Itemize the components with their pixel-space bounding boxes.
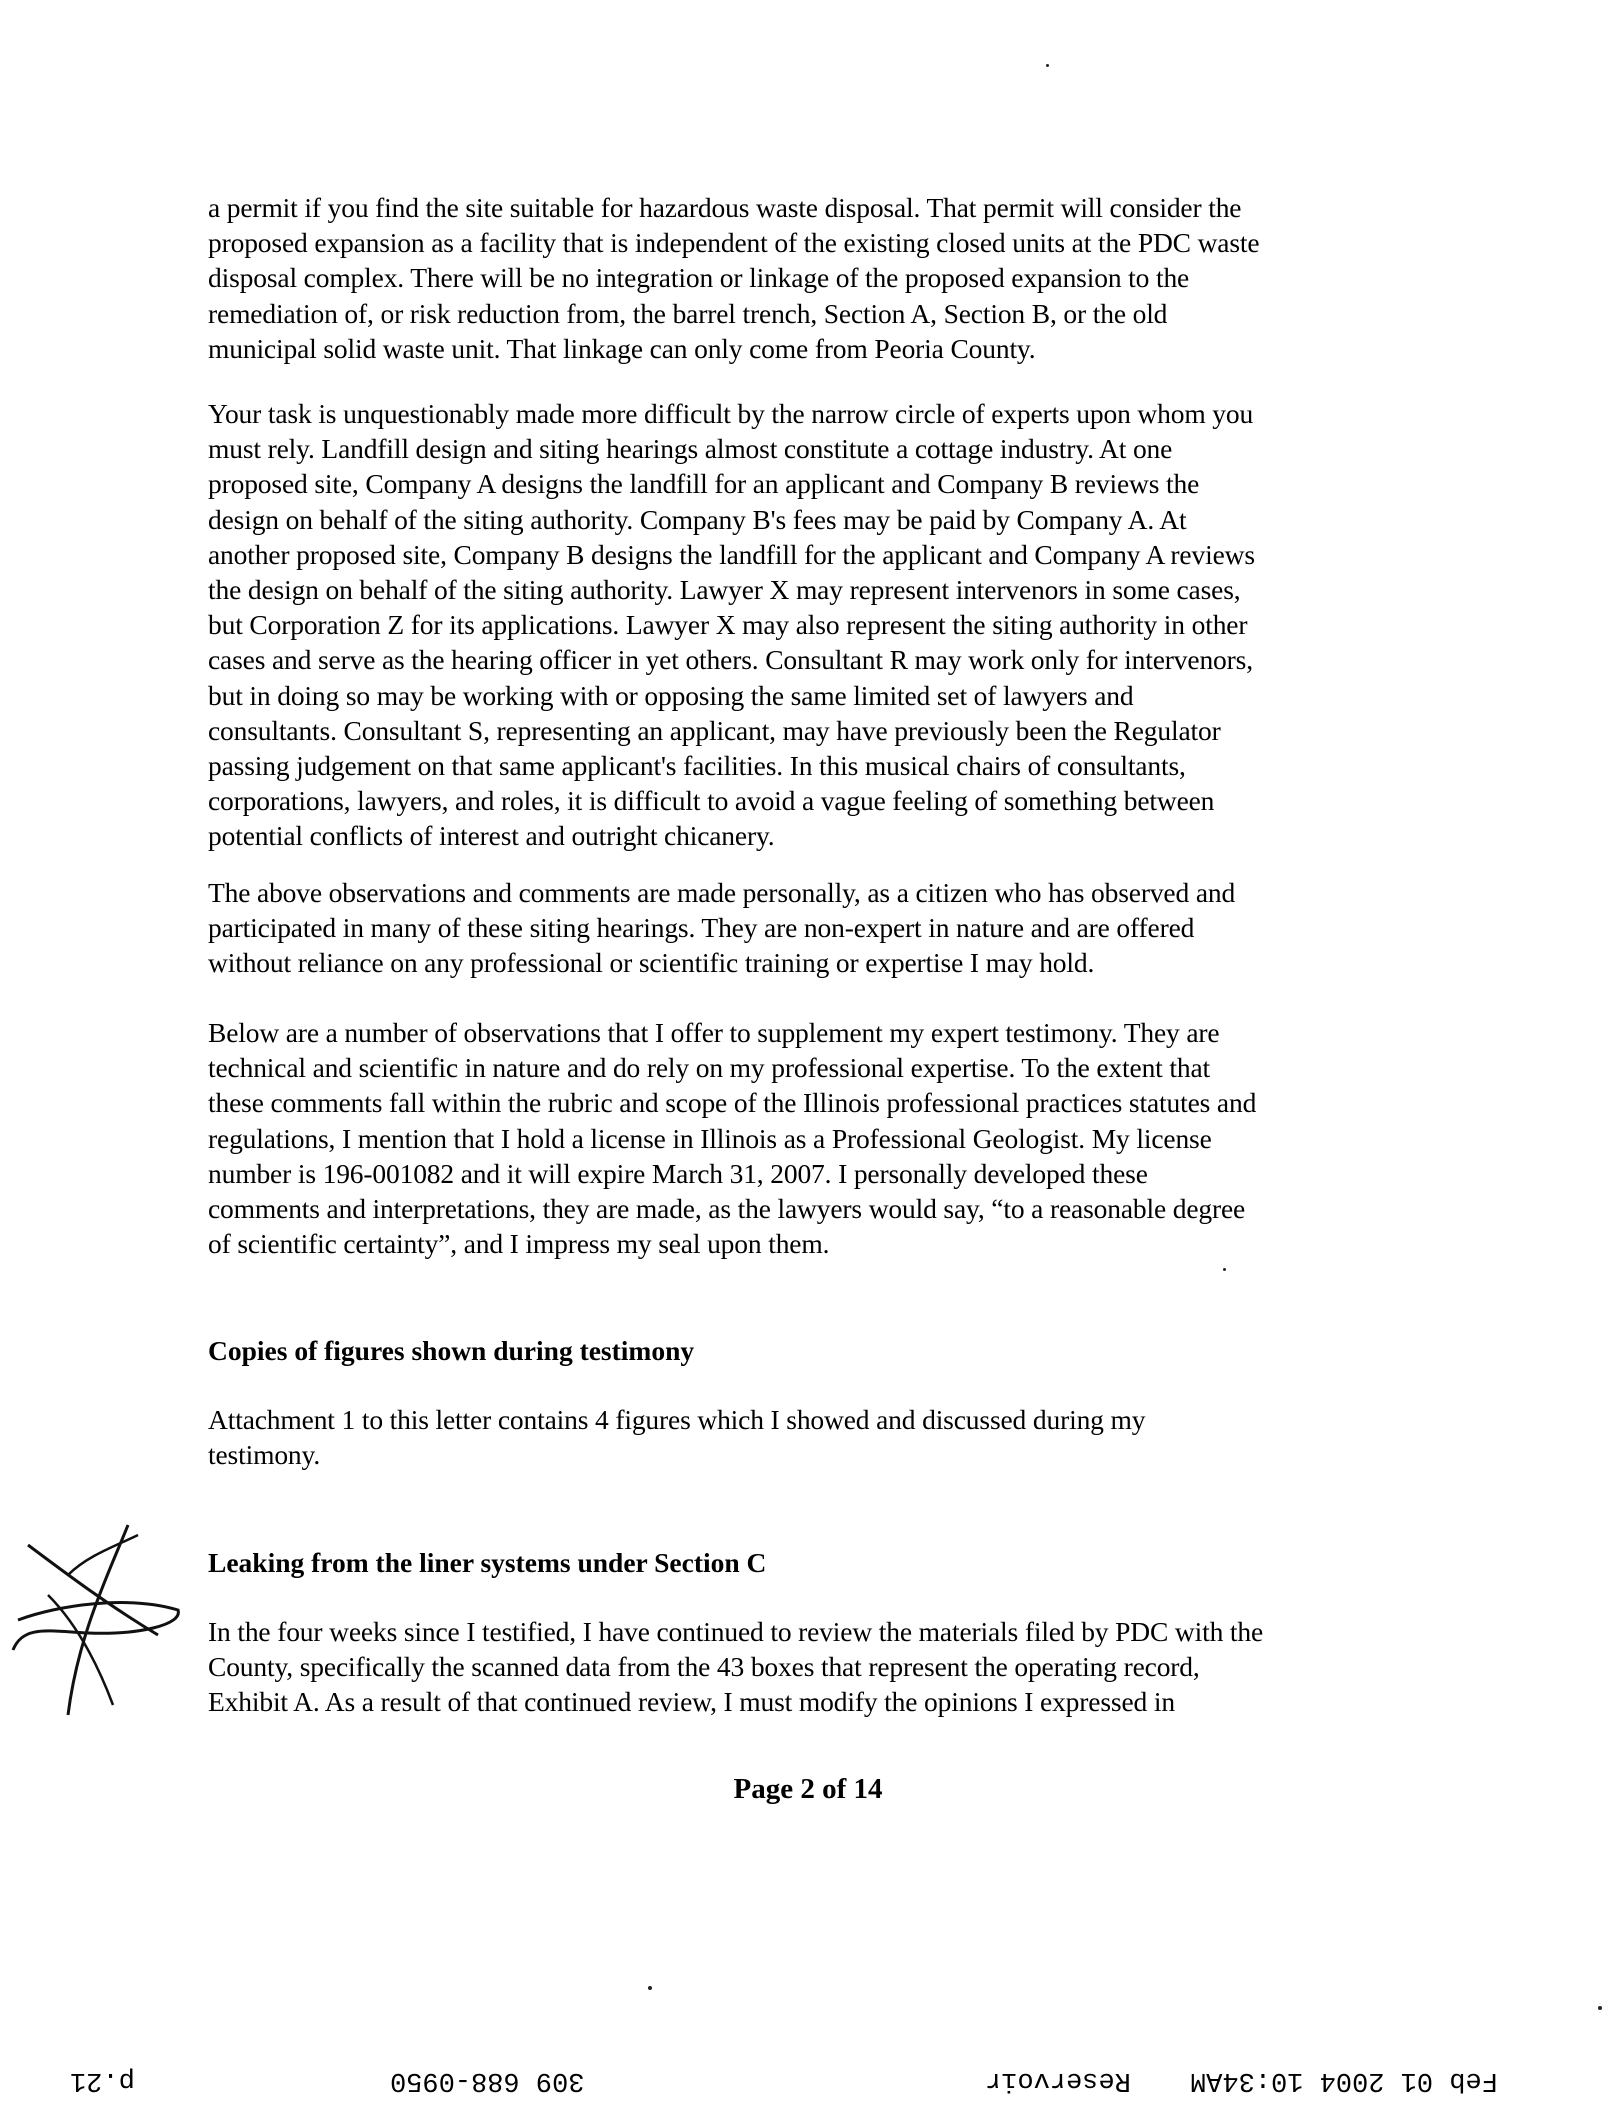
paragraph-professional-observations: Below are a number of observations that I offer to supplement my expert testimony. They are technical and scientific in nature and do rely on my professional expertise. To the extent that these comments fall within the rubric and scope of the Illinois professional practices statutes and regulations, I mention that I hold a license in Illinois as a Professional Geologist. My license number is 196-001082 and it will expire March 31, 2007. I personally developed these comments and interpretations, they are made, as the lawyers would say, “to a reasonable degree of scientific certainty”, and I impress my seal upon them. xyxy=(208,1017,1257,1260)
fax-page-number: p.21 xyxy=(70,2065,135,2095)
scan-speck xyxy=(648,1986,652,1990)
scan-speck xyxy=(1598,2006,1602,2010)
scan-speck xyxy=(1046,64,1049,67)
fax-phone-number: 309 688-0950 xyxy=(390,2065,585,2095)
paragraph-permit: a permit if you find the site suitable for hazardous waste disposal. That permit will consider the proposed expansion as a facility that is independent of the existing closed units at the PDC waste disposal complex. There will be no integration or linkage of the proposed expansion to the remediation of, or risk reduction from, the barrel trench, Section A, Section B, or the old municipal solid waste unit. That linkage can only come from Peoria County. xyxy=(208,192,1260,364)
fax-date-time: Feb 01 2004 10:34AM xyxy=(1190,2065,1498,2095)
paragraph-experts: Your task is unquestionably made more difficult by the narrow circle of experts upon whom you must rely. Landfill design and siting hearings almost constitute a cottage industry. At one proposed site, Company A designs the landfill for an applicant and Company B reviews the design on behalf of the siting authority. Company B's fees may be paid by Company A. At another proposed site, Company B designs the landfill for the applicant and Company A reviews the design on behalf of the siting authority. Lawyer X may represent intervenors in some cases, but Corporation Z for its applications. Lawyer X may also represent the siting authority in other cases and serve as the hearing officer in yet others. Consultant R may work only for intervenors, but in doing so may be working with or opposing the same limited set of lawyers and consultants. Consultant S, representing an applicant, may have previously been the Regulator passing judgement on that same applicant's facilities. In this musical chairs of consultants, corporations, lawyers, and roles, it is difficult to avoid a vague feeling of something between potential conflicts of interest and outright chicanery. xyxy=(208,398,1255,852)
paragraph-attachment: Attachment 1 to this letter contains 4 figures which I showed and discussed during my testimony. xyxy=(208,1404,1146,1471)
signature-icon xyxy=(8,1515,188,1725)
fax-header xyxy=(0,2060,1616,2100)
heading-leaking-liner: Leaking from the liner systems under Section C xyxy=(208,1547,767,1578)
heading-copies-of-figures: Copies of figures shown during testimony xyxy=(208,1335,695,1366)
paragraph-leaking: In the four weeks since I testified, I have continued to review the materials filed by PDC with the County, specifically the scanned data from the 43 boxes that represent the operating record, Exhibit A. As a result of that continued review, I must modify the opinions I expressed in xyxy=(208,1616,1264,1718)
paragraph-personal-observations: The above observations and comments are made personally, as a citizen who has observed and participated in many of these siting hearings. They are non-expert in nature and are offered without reliance on any professional or scientific training or expertise I may hold. xyxy=(208,877,1236,979)
scan-speck xyxy=(1223,1268,1226,1271)
page-number: Page 2 of 14 xyxy=(733,1773,883,1805)
fax-sender: Reservoir xyxy=(985,2065,1131,2095)
